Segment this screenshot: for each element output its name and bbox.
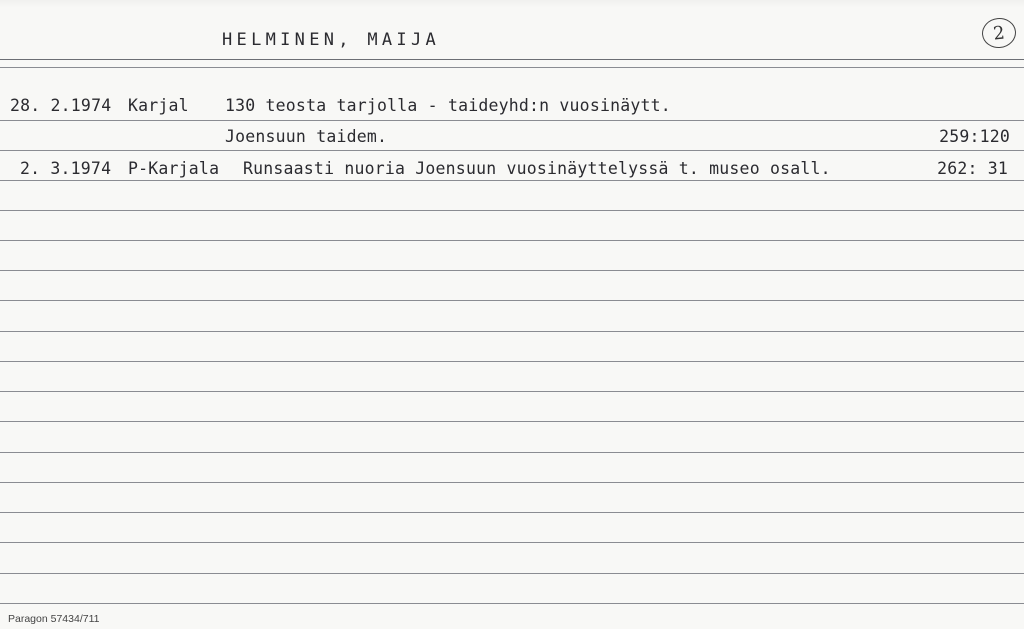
ruled-line — [0, 512, 1024, 513]
ruled-line — [0, 421, 1024, 422]
ruled-line — [0, 361, 1024, 362]
entry-ref: 262: 31 — [937, 159, 1008, 178]
ruled-line — [0, 270, 1024, 271]
card-number: 2 — [992, 21, 1006, 45]
entry-source: P-Karjala — [128, 159, 220, 178]
entry-date: 2. 3.1974 — [20, 159, 112, 178]
entry-date: 28. 2.1974 — [10, 96, 112, 115]
ruled-line — [0, 542, 1024, 543]
header-rule — [0, 59, 1024, 60]
entry-text: 130 teosta tarjolla - taideyhd:n vuosinäytt. — [225, 96, 671, 115]
entry-text: Runsaasti nuoria Joensuun vuosinäyttelyssä t. museo osall. — [243, 159, 831, 178]
ruled-line — [0, 603, 1024, 604]
entry-ref: 259:120 — [939, 127, 1010, 146]
ruled-line — [0, 67, 1024, 68]
ruled-line — [0, 150, 1024, 151]
printer-imprint: Paragon 57434/711 — [8, 613, 100, 625]
ruled-line — [0, 331, 1024, 332]
entry-source: Karjal — [128, 96, 189, 115]
ruled-line — [0, 240, 1024, 241]
card-title-name: HELMINEN, MAIJA — [222, 30, 441, 50]
ruled-line — [0, 391, 1024, 392]
ruled-line — [0, 120, 1024, 121]
ruled-line — [0, 573, 1024, 574]
ruled-line — [0, 180, 1024, 181]
entry-text: Joensuun taidem. — [225, 127, 388, 146]
ruled-line — [0, 482, 1024, 483]
ruled-line — [0, 210, 1024, 211]
ruled-line — [0, 452, 1024, 453]
card-number-badge — [981, 16, 1018, 49]
ruled-line — [0, 300, 1024, 301]
